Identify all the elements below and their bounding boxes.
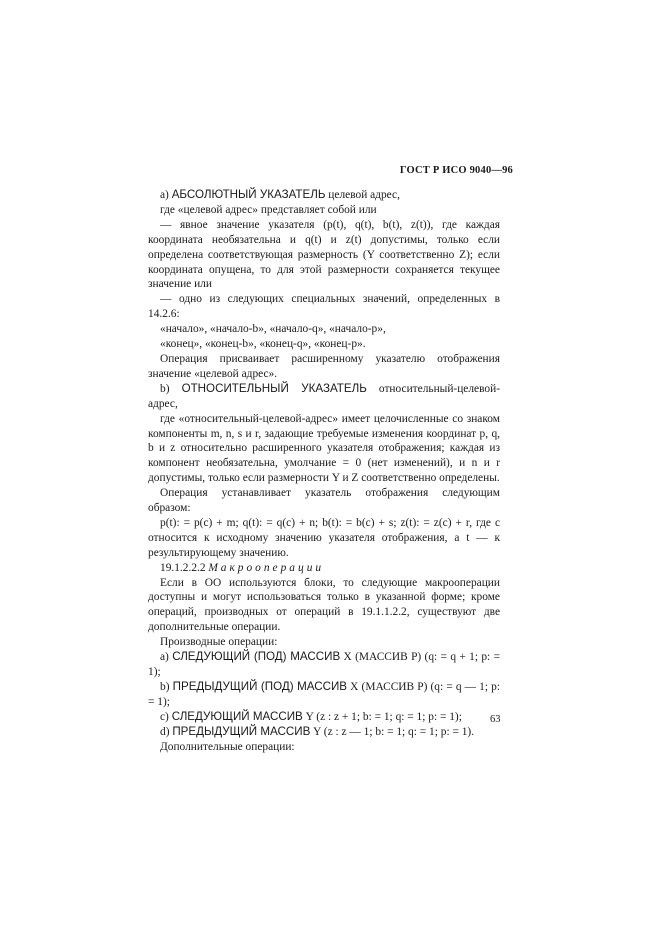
operation-name: ОТНОСИТЕЛЬНЫЙ УКАЗАТЕЛЬ <box>181 381 367 395</box>
item-prefix: b) <box>160 680 173 693</box>
list-item <box>148 710 500 725</box>
paragraph: «начало», «начало-b», «начало-q», «начало-p», <box>160 323 386 336</box>
page-body <box>148 188 500 754</box>
section-title: Макрооперации <box>208 561 325 574</box>
paragraph: Дополнительные операции: <box>160 740 295 753</box>
paragraph: где «целевой адрес» представляет собой или <box>160 203 377 216</box>
page-number: 63 <box>490 714 501 725</box>
paragraph: где «относительный-целевой-адрес» имеет целочисленные со знаком компоненты m, n, s и r, задающие требуемые изменения координат p, q, b и z относительно расширенного указателя отображения; каждая из компонент необязательна, умолчание = 0 (нет изменений), и n и r допустимы, только если размерности Y и Z соответственно определены. <box>148 412 500 485</box>
paragraph-absolute-pointer <box>148 188 500 203</box>
paragraph: Производные операции: <box>160 636 278 649</box>
list-item <box>148 725 500 740</box>
operation-name: СЛЕДУЮЩИЙ (ПОД) МАССИВ <box>172 650 341 664</box>
item-prefix: c) <box>160 710 172 723</box>
paragraph: Операция устанавливает указатель отображения следующим образом: <box>148 487 500 515</box>
list-item <box>148 650 500 680</box>
section-number: 19.1.2.2.2 <box>160 561 209 574</box>
paragraph: — явное значение указателя (p(t), q(t), b(t), z(t)), где каждая координата необязательна и q(t) и z(t) допустимы, только если определена соответствующая размерность (Y соответственно Z); если координата опущена, то для этой размерности сохраняется текущее значение или <box>148 218 500 291</box>
list-item <box>148 680 500 710</box>
item-prefix: b) <box>160 382 182 395</box>
paragraph: «конец», «конец-b», «конец-q», «конец-p». <box>160 338 366 351</box>
paragraph-text: относительный-целевой-адрес, <box>148 382 500 410</box>
operation-name: ПРЕДЫДУЩИЙ (ПОД) МАССИВ <box>172 679 348 693</box>
operation-name: СЛЕДУЮЩИЙ МАССИВ <box>171 709 303 723</box>
section-heading <box>148 561 500 576</box>
paragraph: — одно из следующих специальных значений, определенных в 14.2.6: <box>148 293 500 321</box>
paragraph-text: целевой адрес, <box>325 189 400 201</box>
paragraph-relative-pointer <box>148 382 500 412</box>
paragraph-text: X (МАССИВ P) (q: = q — 1; p: = 1); <box>148 680 501 708</box>
item-prefix: d) <box>160 725 173 738</box>
item-prefix: a) <box>160 651 173 664</box>
item-prefix: a) <box>160 189 172 201</box>
paragraph-text: Y (z : z — 1; b: = 1; q: = 1; p: = 1). <box>310 725 475 738</box>
document-header: ГОСТ Р ИСО 9040—96 <box>399 165 513 176</box>
paragraph-text: X (МАССИВ P) (q: = q + 1; p: = 1); <box>148 651 500 678</box>
operation-name: ПРЕДЫДУЩИЙ МАССИВ <box>172 724 311 738</box>
paragraph: Операция присваивает расширенному указателю отображения значение «целевой адрес». <box>148 352 500 380</box>
paragraph: Если в ОО используются блоки, то следующие макрооперации доступны и могут использоваться только в указанной форме; кроме операций, производных от операций в 19.1.1.2.2, существуют две дополнительные операции. <box>148 576 500 634</box>
paragraph-text: Y (z : z + 1; b: = 1; q: = 1; p: = 1); <box>302 710 462 723</box>
operation-name: АБСОЛЮТНЫЙ УКАЗАТЕЛЬ <box>171 188 326 201</box>
paragraph-formula: p(t): = p(c) + m; q(t): = q(c) + n; b(t): = b(c) + s; z(t): = z(c) + r, где c относится к исходному значению указателя отображения, а t — к результирующему значению. <box>148 516 500 559</box>
